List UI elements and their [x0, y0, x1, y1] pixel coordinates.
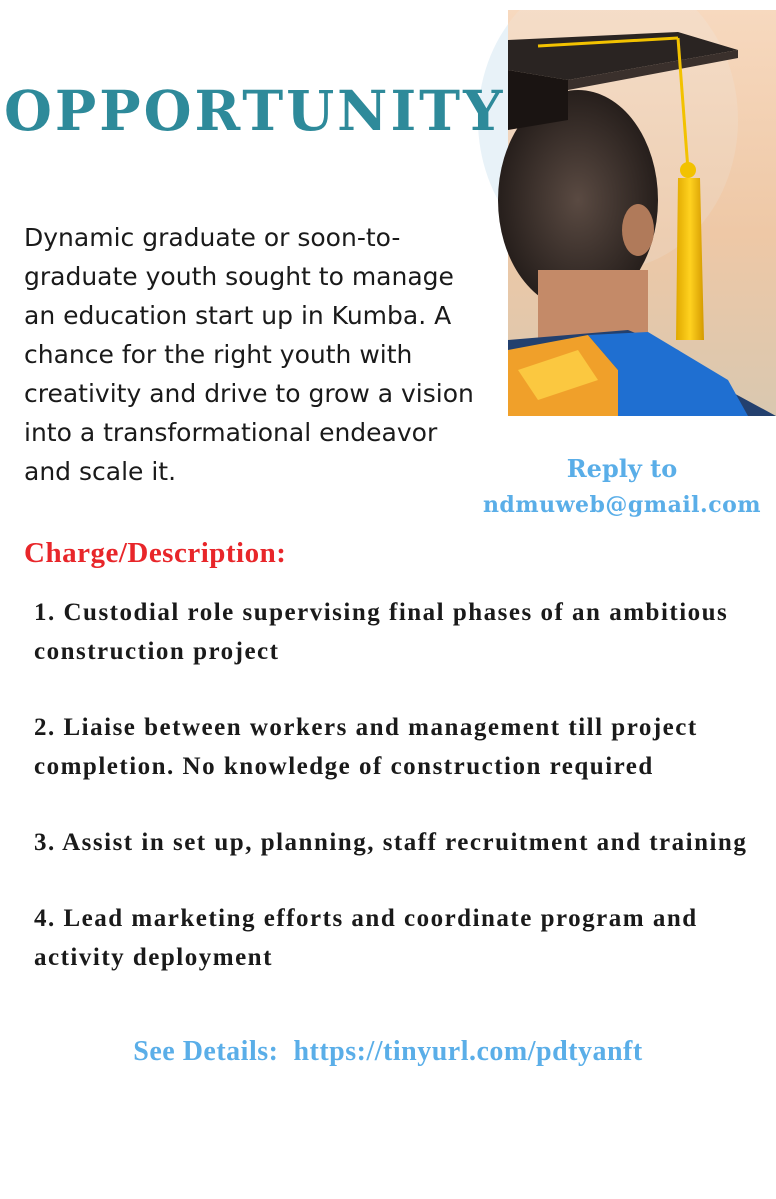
duty-item: 2. Liaise between workers and management till project completion. No knowledge of construction required [34, 714, 698, 780]
duty-item: 4. Lead marketing efforts and coordinate program and activity deployment [34, 905, 698, 971]
duty-item: 3. Assist in set up, planning, staff recruitment and training [34, 829, 748, 856]
see-details-link[interactable]: See Details: https://tinyurl.com/pdtyanft [133, 1036, 643, 1067]
duty-list [34, 593, 774, 1014]
charge-description-heading: Charge/Description: [24, 537, 287, 569]
reply-email-link[interactable]: ndmuweb@gmail.com [482, 492, 762, 518]
headline: OPPORTUNITY [4, 78, 506, 143]
reply-label: Reply to [566, 454, 678, 483]
intro-paragraph: Dynamic graduate or soon-to-graduate youth sought to manage an education start up in Kumba. A chance for the right youth with creativity and drive to grow a vision into a transformational endeavor and scale it. [24, 223, 474, 486]
duty-item: 1. Custodial role supervising final phases of an ambitious construction project [34, 599, 729, 665]
graduate-photo [478, 10, 776, 416]
